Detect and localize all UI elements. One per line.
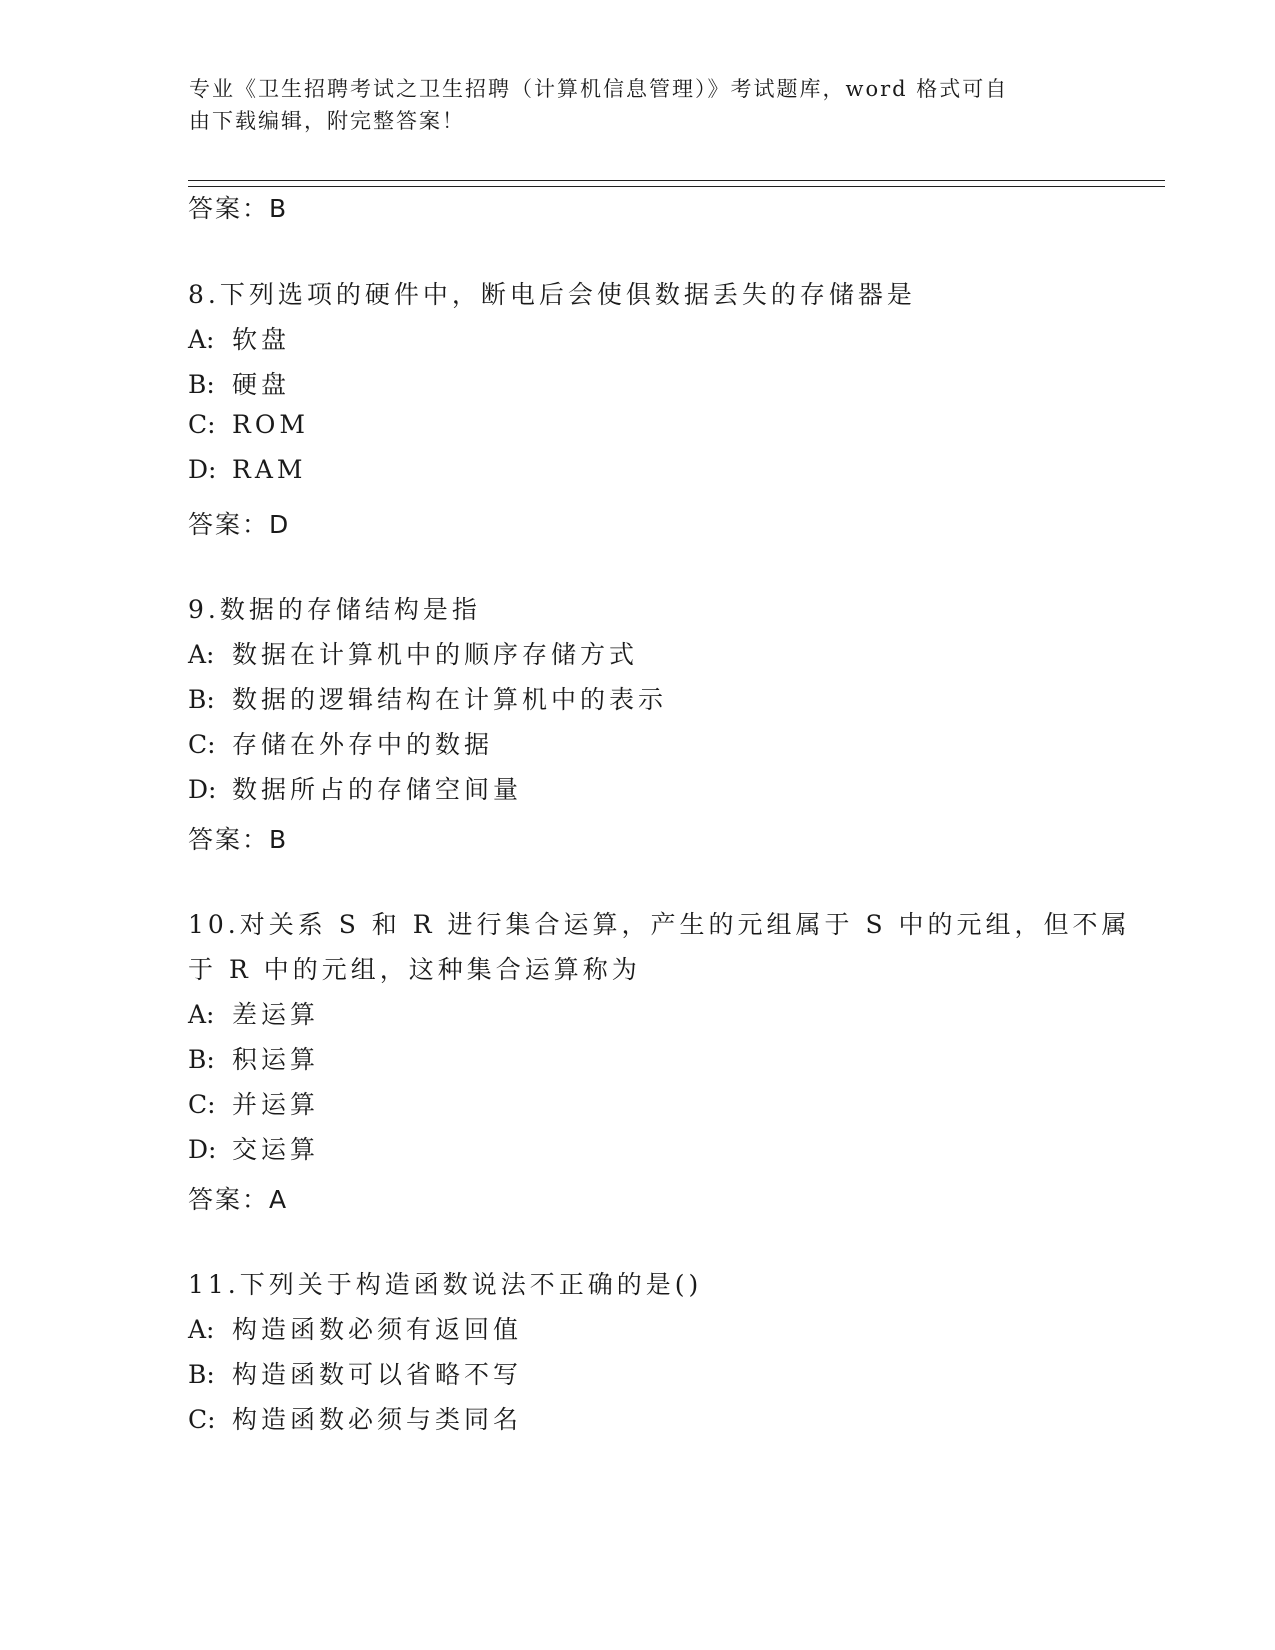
question-10-option-b — [188, 1040, 319, 1076]
question-8-option-d — [188, 455, 306, 484]
option-key: B: — [188, 685, 215, 714]
question-10-stem-line-2: 于 R 中的元组，这种集合运算称为 — [188, 955, 641, 984]
question-8-answer: 答案：D — [188, 510, 291, 539]
question-10-option-c — [188, 1085, 319, 1121]
option-text: 并运算 — [232, 1090, 320, 1119]
question-8-option-c — [188, 410, 309, 439]
option-key: A: — [188, 1000, 215, 1029]
question-9-option-d — [188, 770, 522, 806]
option-text: 差运算 — [232, 1000, 320, 1029]
header-note-line-1: 专业《卫生招聘考试之卫生招聘（计算机信息管理）》考试题库，word 格式可自 — [189, 77, 1009, 101]
question-11-option-c — [188, 1400, 522, 1436]
option-text: 构造函数必须与类同名 — [232, 1405, 523, 1434]
option-key: B: — [188, 1045, 215, 1074]
question-10-stem-line-1: 10.对关系 S 和 R 进行集合运算，产生的元组属于 S 中的元组，但不属 — [188, 910, 1131, 939]
option-text: 构造函数可以省略不写 — [232, 1360, 523, 1389]
answer-prev: 答案：B — [188, 194, 289, 223]
question-9-option-c — [188, 725, 493, 761]
option-text: RAM — [232, 455, 307, 484]
question-11-option-a — [188, 1310, 522, 1346]
option-key: D: — [188, 1135, 217, 1164]
option-text: 构造函数必须有返回值 — [232, 1315, 523, 1344]
header-rule-top — [188, 180, 1165, 181]
question-9-answer: 答案：B — [188, 825, 289, 854]
option-key: B: — [188, 370, 215, 399]
question-9-option-b — [188, 680, 667, 716]
question-8-option-a — [188, 320, 290, 356]
option-text: 数据在计算机中的顺序存储方式 — [232, 640, 639, 669]
option-key: B: — [188, 1360, 215, 1389]
question-9-stem: 9.数据的存储结构是指 — [188, 595, 481, 624]
option-text: 数据所占的存储空间量 — [232, 775, 523, 804]
option-text: 硬盘 — [232, 370, 291, 399]
option-key: C: — [188, 730, 216, 759]
header-note — [189, 73, 1089, 137]
question-9-option-a — [188, 635, 638, 671]
option-text: 数据的逻辑结构在计算机中的表示 — [232, 685, 668, 714]
option-text: 软盘 — [232, 325, 291, 354]
header-note-line-2: 由下载编辑，附完整答案！ — [189, 109, 465, 133]
option-key: A: — [188, 325, 215, 354]
option-key: C: — [188, 410, 216, 439]
option-key: C: — [188, 1405, 216, 1434]
header-rule-bottom — [188, 186, 1165, 187]
option-key: D: — [188, 455, 217, 484]
option-text: 积运算 — [232, 1045, 320, 1074]
option-key: D: — [188, 775, 217, 804]
question-10-option-d — [188, 1130, 319, 1166]
question-11-option-b — [188, 1355, 522, 1391]
option-text: 存储在外存中的数据 — [232, 730, 494, 759]
option-key: C: — [188, 1090, 216, 1119]
option-text: ROM — [232, 410, 309, 439]
option-key: A: — [188, 1315, 215, 1344]
question-8-stem: 8.下列选项的硬件中，断电后会使俱数据丢失的存储器是 — [188, 280, 916, 309]
option-text: 交运算 — [232, 1135, 320, 1164]
question-10-answer: 答案：A — [188, 1185, 289, 1214]
question-11-stem: 11.下列关于构造函数说法不正确的是() — [188, 1270, 703, 1299]
option-key: A: — [188, 640, 215, 669]
question-10-option-a — [188, 995, 319, 1031]
question-8-option-b — [188, 365, 290, 401]
